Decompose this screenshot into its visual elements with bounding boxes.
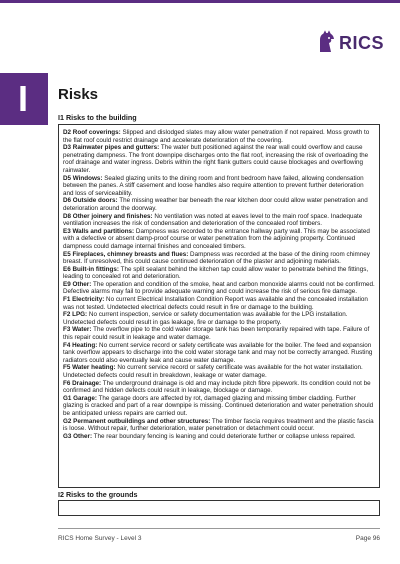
risk-entries-list (63, 129, 375, 440)
risk-entry-label: D3 Rainwater pipes and gutters: (63, 144, 160, 152)
risk-entry-label: E5 Fireplaces, chimney breasts and flues: (63, 250, 189, 258)
risk-entry (63, 364, 375, 379)
risk-entry-text: The water butt positioned against the rear wall could overflow and cause penetrating dampness. The front downpipe discharges onto the flat roof, increasing the risk of overloading the roof drainage and water ingress. Debris within the right flank gutters could cause blockages and overflowing rainwater. (63, 144, 369, 174)
risk-entry-text: The split sealant behind the kitchen tap could allow water to penetrate behind the fittings, leading to concealed rot and deterioration. (63, 265, 369, 281)
risk-entry (63, 296, 375, 311)
risk-entry-label: G1 Garage: (63, 394, 97, 402)
risk-entry-label: F6 Drainage: (63, 379, 102, 387)
risk-entry-text: No current Electrical Installation Condition Report was available and the concealed installation was not tested. Undetected electrical defects could result in fire or damage to the building. (63, 296, 368, 311)
risk-entry (63, 433, 375, 441)
risk-entry-label: F4 Heating: (63, 341, 98, 349)
risk-entry-label: E9 Other: (63, 280, 92, 288)
risk-entry (63, 342, 375, 365)
risk-entry-text: The rear boundary fencing is leaning and could deteriorate further or collapse unless repaired. (92, 432, 356, 440)
risk-entry-label: F2 LPG: (63, 311, 88, 319)
risk-entry-text: The underground drainage is old and may include pitch fibre pipework. Its condition could not be confirmed and hidden defects could result in leakage, blockage or damage. (63, 379, 371, 395)
risk-entry-label: F5 Water heating: (63, 364, 116, 372)
building-risks-box (58, 124, 380, 488)
risk-entry (63, 311, 375, 326)
risk-entry (63, 418, 375, 433)
risk-entry (63, 326, 375, 341)
risk-entry-label: D2 Roof coverings: (63, 129, 121, 136)
risk-entry-text: No current service record or safety certificate was available for the boiler. The feed and expansion tank overflow appears to discharge into the cold water storage tank and may not be correctly arranged. Rusting radiators could also eventually leak and cause water damage. (63, 341, 373, 364)
risk-entry (63, 251, 375, 266)
footer-report-title: RICS Home Survey - Level 3 (58, 535, 142, 542)
logo-text: RICS (339, 33, 385, 53)
risk-entry-text: Dampness was recorded at the base of the dining room chimney breast. If unresolved, this could cause continued deterioration of the plaster and adjoining materials. (63, 250, 370, 266)
risk-entry (63, 266, 375, 281)
risk-entry-text: The operation and condition of the smoke, heat and carbon monoxide alarms could not be confirmed. Defective alarms may fail to provide adequate warning and could increase the risk of serious fire damage. (63, 280, 375, 296)
risk-entry-text: Dampness was recorded to the entrance hallway party wall. This may be associated with a defective or absent damp-proof course or water penetration from the adjoining property. Continued dampness could damage internal finishes and concealed timbers. (63, 227, 370, 250)
grounds-risks-box[interactable] (58, 500, 380, 516)
risk-entry-text: Slipped and dislodged slates may allow water penetration if not repaired. Moss growth to the flat roof could restrict drainage and accelerate deterioration of the covering. (63, 129, 370, 144)
footer-divider (58, 528, 380, 529)
risk-entry (63, 175, 375, 198)
grounds-risks-heading: I2 Risks to the grounds (58, 490, 138, 499)
risk-entry-text: No current inspection, service or safety documentation was available for the LPG installation. Undetected defects could result in gas leakage, fire or damage to the property. (63, 311, 348, 326)
footer-page-number: Page 96 (355, 535, 380, 542)
rics-logo (317, 30, 389, 56)
top-accent-bar (0, 0, 400, 3)
risk-entry-text: The overflow pipe to the cold water storage tank has been temporarily repaired with tape. Failure of this repair could result in leakage and water damage. (63, 326, 370, 342)
risk-entry-label: D5 Windows: (63, 174, 103, 182)
risk-entry-text: No ventilation was noted at eaves level to the main roof space. Inadequate ventilation increases the risk of condensation and deterioration of the concealed roof timbers. (63, 212, 363, 228)
risk-entry (63, 281, 375, 296)
risk-entry-label: F1 Electricity: (63, 296, 105, 304)
risk-entry-text: The timber fascia requires treatment and the plastic fascia is loose. Without repair, further deterioration, water penetration or detachment could occur. (63, 417, 374, 433)
page-title: Risks (58, 86, 99, 103)
lion-crest-icon (317, 30, 337, 54)
risk-entry-text: No current service record or safety certificate was available for the hot water installation. Undetected defects could result in breakdown, leakage or water damage. (63, 364, 363, 379)
section-letter: I (17, 78, 28, 119)
risk-entry-label: E6 Built-in fittings: (63, 265, 119, 273)
risk-entry (63, 380, 375, 395)
risk-entry-text: The garage doors are affected by rot, damaged glazing and missing timber cladding. Further glazing is cracked and part of a rear downpipe is missing. Continued deterioration and water penetration should be anticipated unless repairs are carried out. (63, 394, 374, 417)
risk-entry-text: Sealed glazing units to the dining room and front bedroom have failed, allowing condensation between the panes. A stiff casement and loose handles also require attention to prevent further deterioration and loss of serviceability. (63, 174, 364, 197)
risk-entry-label: D8 Other joinery and finishes: (63, 212, 153, 220)
risk-entry-label: G3 Other: (63, 432, 93, 440)
risk-entry-text: The missing weather bar beneath the rear kitchen door could allow water penetration and deterioration around the doorway. (63, 197, 368, 212)
risk-entry (63, 144, 375, 174)
risk-entry-label: G2 Permanent outbuildings and other structures: (63, 417, 211, 425)
risk-entry-label: D6 Outside doors: (63, 197, 118, 205)
risk-entry (63, 228, 375, 251)
risk-entry-label: E3 Walls and partitions: (63, 227, 135, 235)
risk-entry (63, 213, 375, 228)
risk-entry-label: F3 Water: (63, 326, 92, 334)
risk-entry (63, 129, 375, 144)
building-risks-heading: I1 Risks to the building (58, 113, 137, 122)
risk-entry (63, 395, 375, 418)
risk-entry (63, 197, 375, 212)
